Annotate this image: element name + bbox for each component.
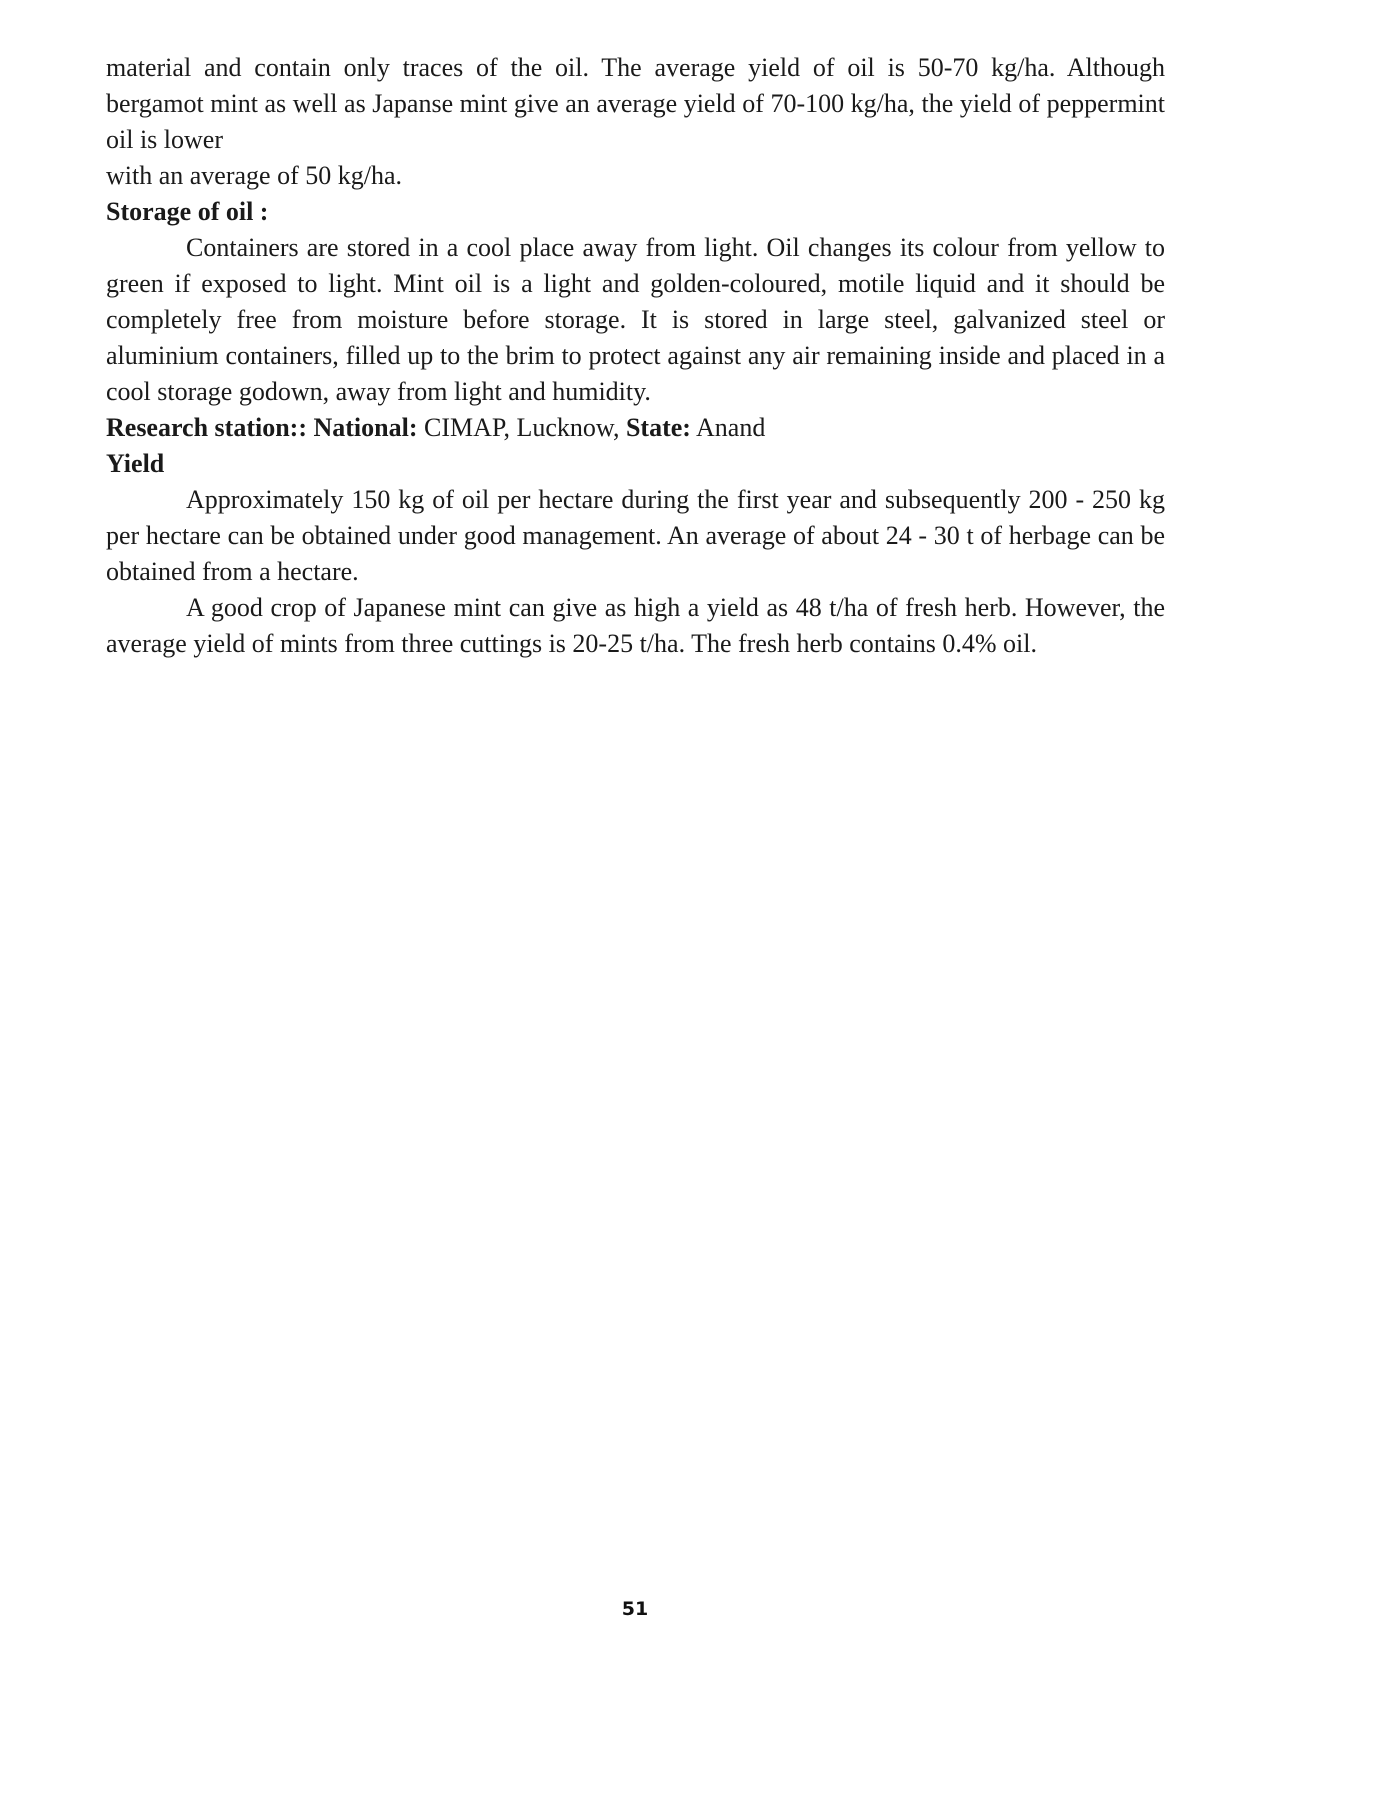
yield-paragraph-2: A good crop of Japanese mint can give as high a yield as 48 t/ha of fresh herb. However, the average yield of mints from three cuttings is 20-25 t/ha. The fresh herb contains 0.4% oil. xyxy=(106,593,1165,658)
page-number: 51 xyxy=(621,1598,649,1620)
yield-paragraph-1: Approximately 150 kg of oil per hectare during the first year and subsequently 200 - 250 kg per hectare can be obtained under good management. An average of about 24 - 30 t of herbage can be obtained from a hectare. xyxy=(106,485,1165,586)
state-label: State: xyxy=(625,413,691,442)
storage-heading: Storage of oil : xyxy=(106,197,269,226)
yield-heading: Yield xyxy=(106,449,165,478)
national-label: National: xyxy=(313,413,418,442)
research-station-line xyxy=(106,410,1165,446)
intro-continuation: with an average of 50 kg/ha. xyxy=(106,161,403,190)
state-value: Anand xyxy=(696,413,766,442)
research-station-label: Research station:: xyxy=(106,413,307,442)
storage-paragraph: Containers are stored in a cool place away from light. Oil changes its colour from yellow to green if exposed to light. Mint oil is a light and golden-coloured, motile liquid and it should be completely free from moisture before storage. It is stored in large steel, galvanized steel or aluminium containers, filled up to the brim to protect against any air remaining inside and placed in a cool storage godown, away from light and humidity. xyxy=(106,233,1165,406)
document-body xyxy=(106,50,1165,662)
intro-paragraph: material and contain only traces of the oil. The average yield of oil is 50-70 kg/ha. Although bergamot mint as well as Japanse mint give an average yield of 70-100 kg/ha, the yield of peppermint oil is lower xyxy=(106,53,1165,154)
national-value: CIMAP, Lucknow, xyxy=(423,413,620,442)
